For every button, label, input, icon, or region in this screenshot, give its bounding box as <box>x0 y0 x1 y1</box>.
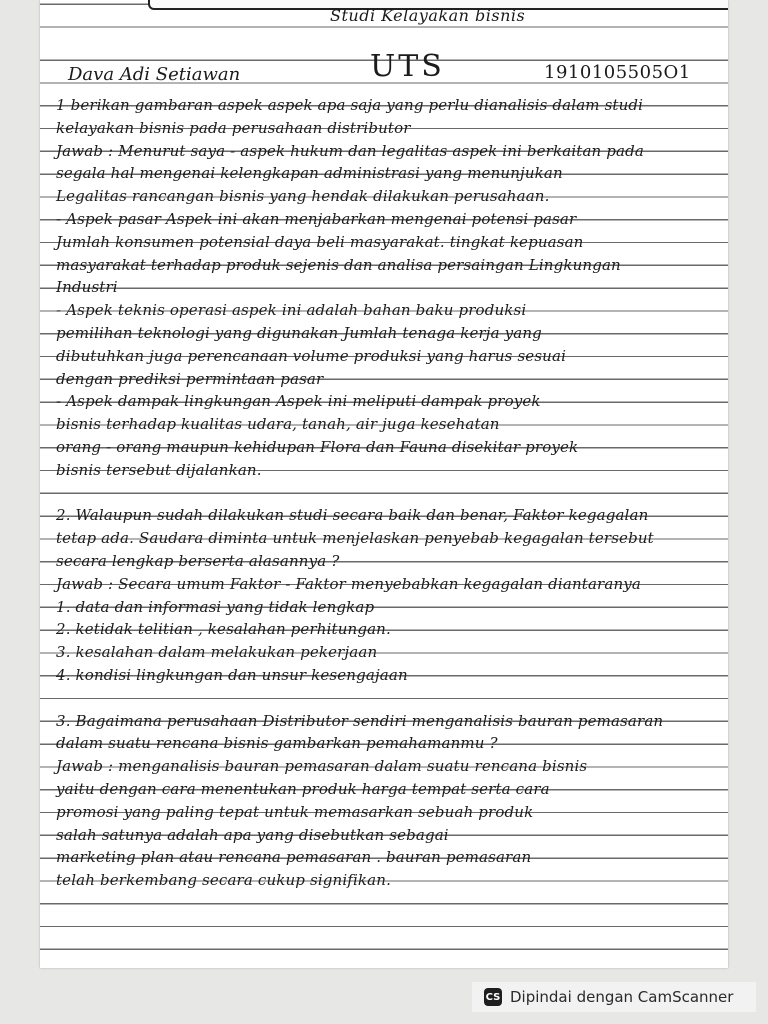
text-line: dengan prediksi permintaan pasar <box>56 369 324 388</box>
text-line: dalam suatu rencana bisnis gambarkan pemahamanmu ? <box>56 734 498 753</box>
text-line: masyarakat terhadap produk sejenis dan analisa persaingan Lingkungan <box>56 255 621 274</box>
text-line: 4. kondisi lingkungan dan unsur kesengajaan <box>56 666 408 684</box>
text-line: promosi yang paling tepat untuk memasarkan sebuah produk <box>56 802 534 821</box>
text-line: 2. Walaupun sudah dilakukan studi secara baik dan benar, Faktor kegagalan <box>56 506 649 525</box>
text-line: Industri <box>56 278 118 297</box>
text-line: Legalitas rancangan bisnis yang hendak dilakukan perusahaan. <box>56 187 550 206</box>
camscanner-logo-icon: CS <box>484 988 502 1006</box>
text-line: Jawab : Secara umum Faktor - Faktor menyebabkan kegagalan diantaranya <box>56 574 641 593</box>
exam-label: UTS <box>370 49 445 84</box>
text-line: tetap ada. Saudara diminta untuk menjelaskan penyebab kegagalan tersebut <box>56 529 654 548</box>
text-line: bisnis tersebut dijalankan. <box>56 460 262 479</box>
student-id: 1910105505O1 <box>544 62 691 83</box>
text-line: segala hal mengenai kelengkapan administrasi yang menunjukan <box>56 164 563 183</box>
text-line: - Aspek dampak lingkungan Aspek ini meliputi dampak proyek <box>56 392 541 411</box>
camscanner-label: Dipindai dengan CamScanner <box>510 988 734 1006</box>
text-line: telah berkembang secara cukup signifikan. <box>56 871 391 890</box>
text-line: 1. data dan informasi yang tidak lengkap <box>56 597 375 616</box>
student-name: Dava Adi Setiawan <box>68 64 241 85</box>
text-line: kelayakan bisnis pada perusahaan distributor <box>56 118 411 137</box>
text-line: - Aspek pasar Aspek ini akan menjabarkan mengenai potensi pasar <box>56 210 577 228</box>
text-line: Jawab : menganalisis bauran pemasaran dalam suatu rencana bisnis <box>56 757 588 776</box>
text-line: 3. kesalahan dalam melakukan pekerjaan <box>56 643 378 662</box>
notebook-page <box>40 0 728 968</box>
text-line: dibutuhkan juga perencanaan volume produksi yang harus sesuai <box>56 346 567 365</box>
text-line: salah satunya adalah apa yang disebutkan sebagai <box>56 825 449 844</box>
text-line: 1 berikan gambaran aspek aspek apa saja yang perlu dianalisis dalam studi <box>56 96 644 114</box>
camscanner-watermark <box>472 982 756 1012</box>
text-line: 2. ketidak telitian , kesalahan perhitungan. <box>56 620 391 639</box>
text-line: bisnis terhadap kualitas udara, tanah, air juga kesehatan <box>56 415 500 434</box>
text-line: marketing plan atau rencana pemasaran . bauran pemasaran <box>56 848 532 867</box>
text-line: orang - orang maupun kehidupan Flora dan Fauna disekitar proyek <box>56 438 579 456</box>
course-title: Studi Kelayakan bisnis <box>330 6 526 25</box>
text-line: Jumlah konsumen potensial daya beli masyarakat. tingkat kepuasan <box>56 232 584 251</box>
text-line: secara lengkap berserta alasannya ? <box>56 552 340 570</box>
text-line: pemilihan teknologi yang digunakan Jumlah tenaga kerja yang <box>56 324 542 342</box>
text-line: - Aspek teknis operasi aspek ini adalah bahan baku produksi <box>56 301 527 320</box>
text-line: Jawab : Menurut saya - aspek hukum dan legalitas aspek ini berkaitan pada <box>56 141 644 160</box>
text-line: yaitu dengan cara menentukan produk harga tempat serta cara <box>56 780 550 798</box>
text-line: 3. Bagaimana perusahaan Distributor sendiri menganalisis bauran pemasaran <box>56 711 664 730</box>
